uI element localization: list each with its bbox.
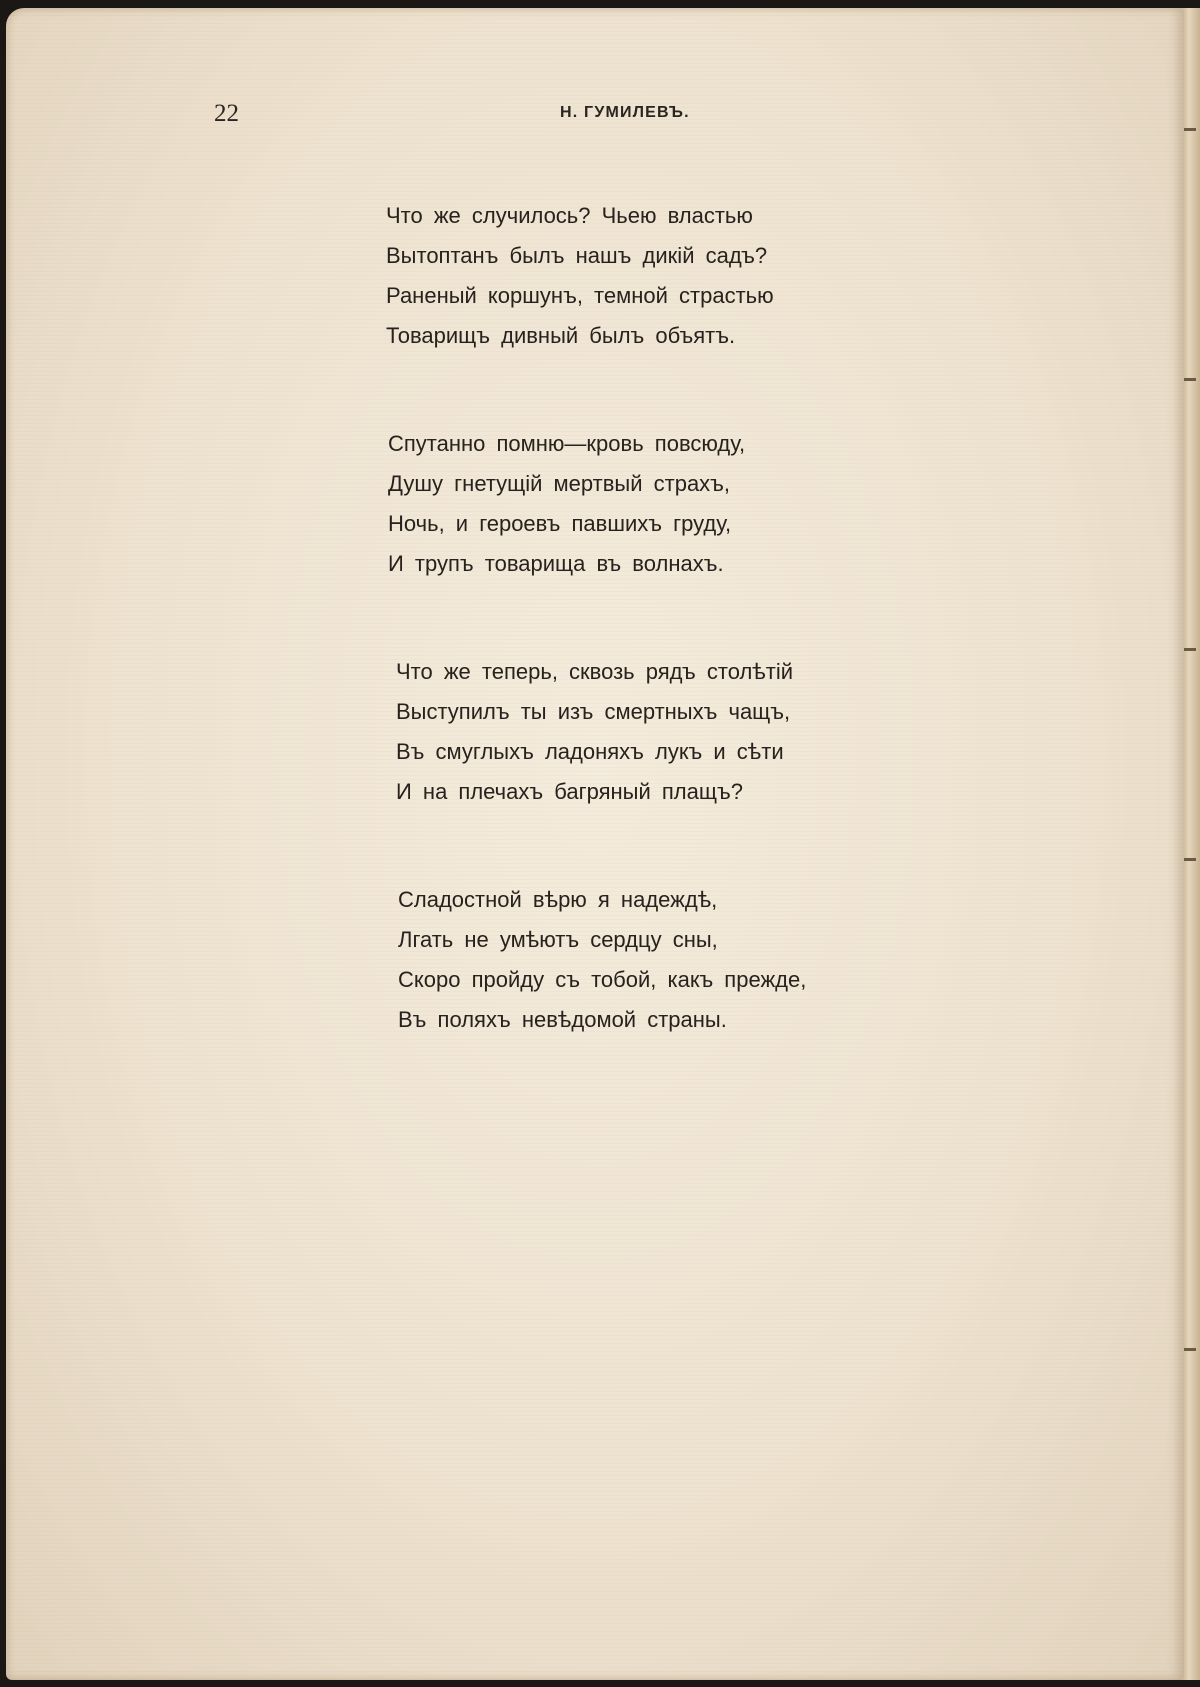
poem-line: Что же случилось? Чьею властью <box>386 203 753 228</box>
poem-line: Вытоптанъ былъ нашъ дикiй садъ? <box>386 243 768 268</box>
poem-line: Душу гнетущiй мертвый страхъ, <box>388 471 731 496</box>
poem-line: Выступилъ ты изъ смертныхъ чащъ, <box>396 699 791 724</box>
poem-line: Что же теперь, сквозь рядъ столѣтiй <box>396 659 794 684</box>
stanza-2 <box>388 424 948 584</box>
page-header <box>214 100 974 130</box>
poem <box>388 196 948 1108</box>
poem-line: Лгать не умѣютъ сердцу сны, <box>398 927 718 952</box>
stanza-3 <box>396 652 948 812</box>
poem-line: Раненый коршунъ, темной страстью <box>386 283 774 308</box>
poem-line: Ночь, и героевъ павшихъ груду, <box>388 511 732 536</box>
poem-line: И трупъ товарища въ волнахъ. <box>388 551 724 576</box>
poem-line: Въ смуглыхъ ладоняхъ лукъ и сѣти <box>396 739 784 764</box>
poem-line: И на плечахъ багряный плащъ? <box>396 779 743 804</box>
poem-line: Спутанно помню—кровь повсюду, <box>388 431 746 456</box>
poem-line: Товарищъ дивный былъ объятъ. <box>386 323 736 348</box>
page-number: 22 <box>214 100 239 127</box>
running-head: Н. ГУМИЛЕВЪ. <box>560 104 690 121</box>
poem-line: Скоро пройду съ тобой, какъ прежде, <box>398 967 807 992</box>
stanza-1 <box>386 196 948 356</box>
poem-line: Въ поляхъ невѣдомой страны. <box>398 1007 727 1032</box>
poem-line: Сладостной вѣрю я надеждѣ, <box>398 887 718 912</box>
stanza-4 <box>398 880 948 1040</box>
